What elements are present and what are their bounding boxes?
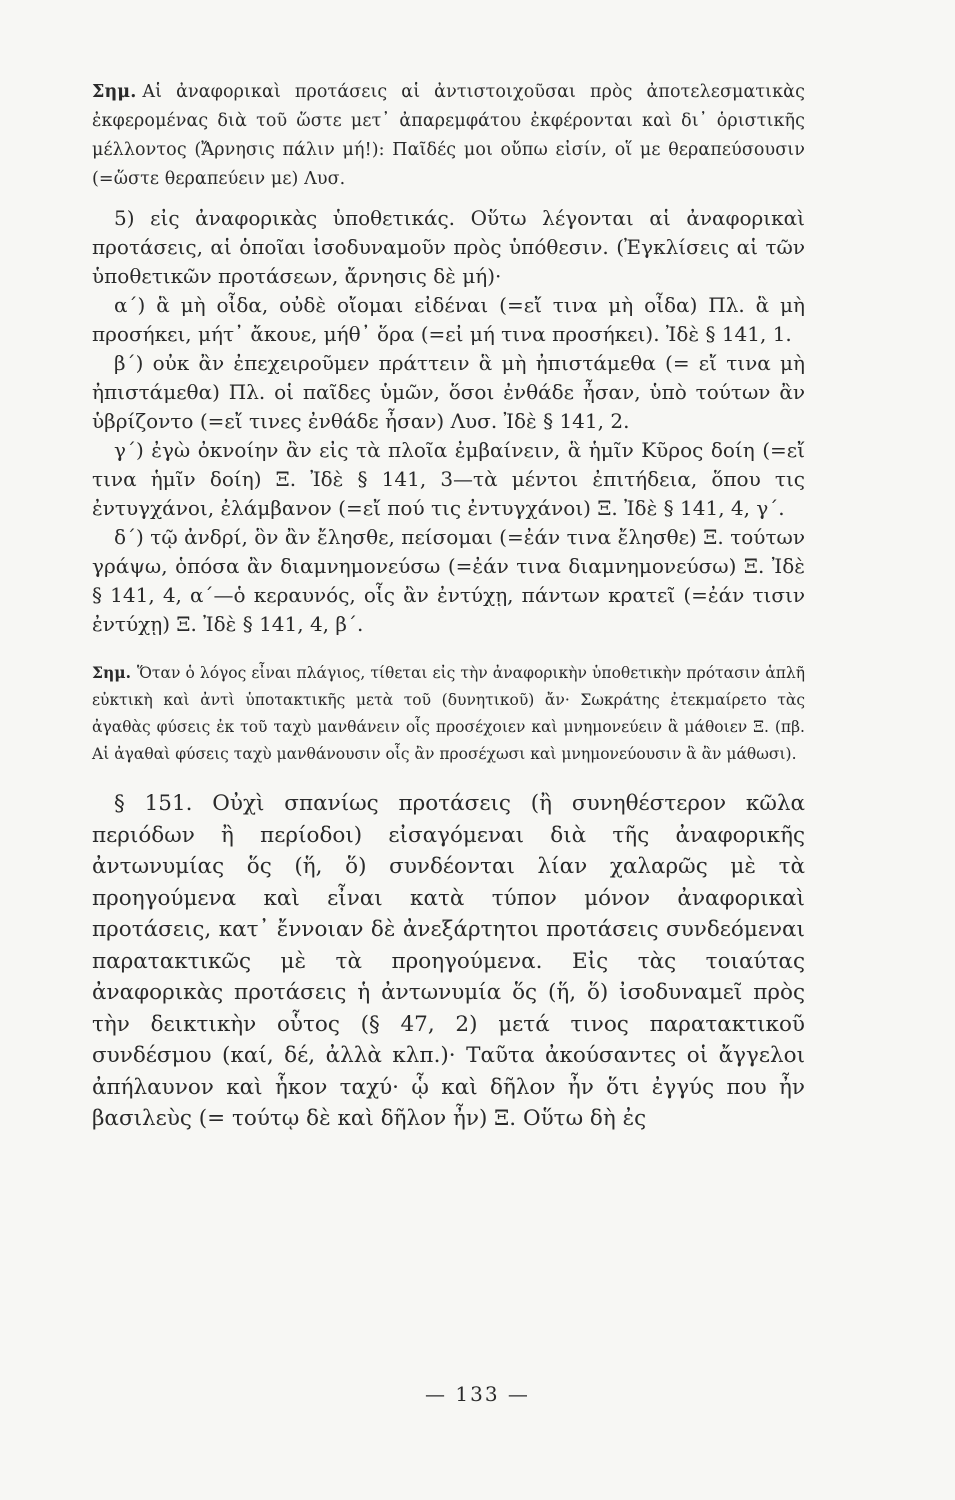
- note-remark-2: [92, 659, 805, 768]
- note-label: Σημ.: [92, 82, 137, 102]
- example-delta: δ΄) τῷ ἀνδρί, ὃν ἂν ἔλησθε, πείσομαι (=ἐάν τινα ἔλησθε) Ξ. τούτων γράψω, ὁπόσα ἂν διαμνημονεύσω (=ἐάν τινα διαμνημονεύσω) Ξ. Ἰδὲ § 141, 4, α΄—ὁ κεραυνός, οἷς ἂν ἐντύχῃ, πάντων κρατεῖ (=ἐάν τισιν ἐντύχῃ) Ξ. Ἰδὲ § 141, 4, β΄.: [92, 525, 805, 636]
- example-alpha: α΄) ἃ μὴ οἶδα, οὐδὲ οἴομαι εἰδέναι (=εἴ τινα μὴ οἶδα) Πλ. ἃ μὴ προσήκει, μήτ᾽ ἄκουε, μήθ᾽ ὅρα (=εἰ μή τινα προσήκει). Ἰδὲ § 141, 1.: [92, 293, 805, 346]
- page-number: — 133 —: [425, 1382, 530, 1406]
- note-remark-1: [92, 78, 805, 194]
- note-text: Αἱ ἀναφορικαὶ προτάσεις αἱ ἀντιστοιχοῦσαι πρὸς ἀποτελεσματικὰς ἐκφερομένας διὰ τοῦ ὥστε μετ᾽ ἀπαρεμφάτου ἐκφέρονται καὶ δι᾽ ὁριστικῆς μέλλοντος (Ἄρνησις πάλιν μή!): Παῖδές μοι οὔπω εἰσίν, οἵ με θεραπεύσουσιν (=ὥστε θεραπεύειν με) Λυσ.: [92, 82, 805, 189]
- example-beta: β΄) οὐκ ἂν ἐπεχειροῦμεν πράττειν ἃ μὴ ἠπιστάμεθα (= εἴ τινα μὴ ἠπιστάμεθα) Πλ. οἱ παῖδες ὑμῶν, ὅσοι ἐνθάδε ἦσαν, ὑπὸ τούτων ἂν ὑβρίζοντο (=εἴ τινες ἐνθάδε ἦσαν) Λυσ. Ἰδὲ § 141, 2.: [92, 351, 805, 433]
- section-151-paragraph: § 151. Οὐχὶ σπανίως προτάσεις (ἢ συνηθέστερον κῶλα περιόδων ἢ περίοδοι) εἰσαγόμεναι διὰ τῆς ἀναφορικῆς ἀντωνυμίας ὅς (ἥ, ὅ) συνδέονται λίαν χαλαρῶς μὲ τὰ προηγούμενα καὶ εἶναι κατὰ τύπον μόνον ἀναφορικαὶ προτάσεις, κατ᾽ ἔννοιαν δὲ ἀνεξάρτητοι προτάσεις συνδεόμεναι παρατακτικῶς μὲ τὰ προηγούμενα. Εἰς τὰς τοιαύτας ἀναφορικὰς προτάσεις ἡ ἀντωνυμία ὅς (ἥ, ὅ) ἰσοδυναμεῖ πρὸς τὴν δεικτικὴν οὗτος (§ 47, 2) μετά τινος παρατακτικοῦ συνδέσμου (καί, δέ, ἀλλὰ κλπ.)· Ταῦτα ἀκούσαντες οἱ ἄγγελοι ἀπήλαυνον καὶ ἧκον ταχύ· ᾧ καὶ δῆλον ἦν ὅτι ἐγγύς που ἦν βασιλεὺς (= τούτῳ δὲ καὶ δῆλον ἦν) Ξ. Οὕτω δὴ ἐς: [92, 791, 805, 1131]
- note-label: Σημ.: [92, 663, 131, 682]
- section-5-paragraph: 5) εἰς ἀναφορικὰς ὑποθετικάς. Οὕτω λέγονται αἱ ἀναφορικαὶ προτάσεις, αἱ ὁποῖαι ἰσοδυναμοῦν πρὸς ὑπόθεσιν. (Ἐγκλίσεις αἱ τῶν ὑποθετικῶν προτάσεων, ἄρνησις δὲ μή)·: [92, 206, 805, 288]
- example-gamma: γ΄) ἐγὼ ὀκνοίην ἂν εἰς τὰ πλοῖα ἐμβαίνειν, ἃ ἡμῖν Κῦρος δοίη (=εἴ τινα ἡμῖν δοίη) Ξ. Ἰδὲ § 141, 3—τὰ μέντοι ἐπιτήδεια, ὅπου τις ἐντυγχάνοι, ἐλάμβανον (=εἴ πού τις ἐντυγχάνοι) Ξ. Ἰδὲ § 141, 4, γ΄.: [92, 438, 805, 520]
- note-text: Ὅταν ὁ λόγος εἶναι πλάγιος, τίθεται εἰς τὴν ἀναφορικὴν ὑποθετικὴν πρότασιν ἁπλῆ εὐκτικὴ καὶ ἀντὶ ὑποτακτικῆς μετὰ τοῦ (δυνητικοῦ) ἄν· Σωκράτης ἐτεκμαίρετο τὰς ἀγαθὰς φύσεις ἐκ τοῦ ταχὺ μανθάνειν οἷς προσέχοιεν καὶ μνημονεύειν ἃ μάθοιεν Ξ. (πβ. Αἱ ἀγαθαὶ φύσεις ταχὺ μανθάνουσιν οἷς ἂν προσέχωσι καὶ μνημονεύουσιν ἃ ἂν μάθωσι).: [92, 664, 805, 763]
